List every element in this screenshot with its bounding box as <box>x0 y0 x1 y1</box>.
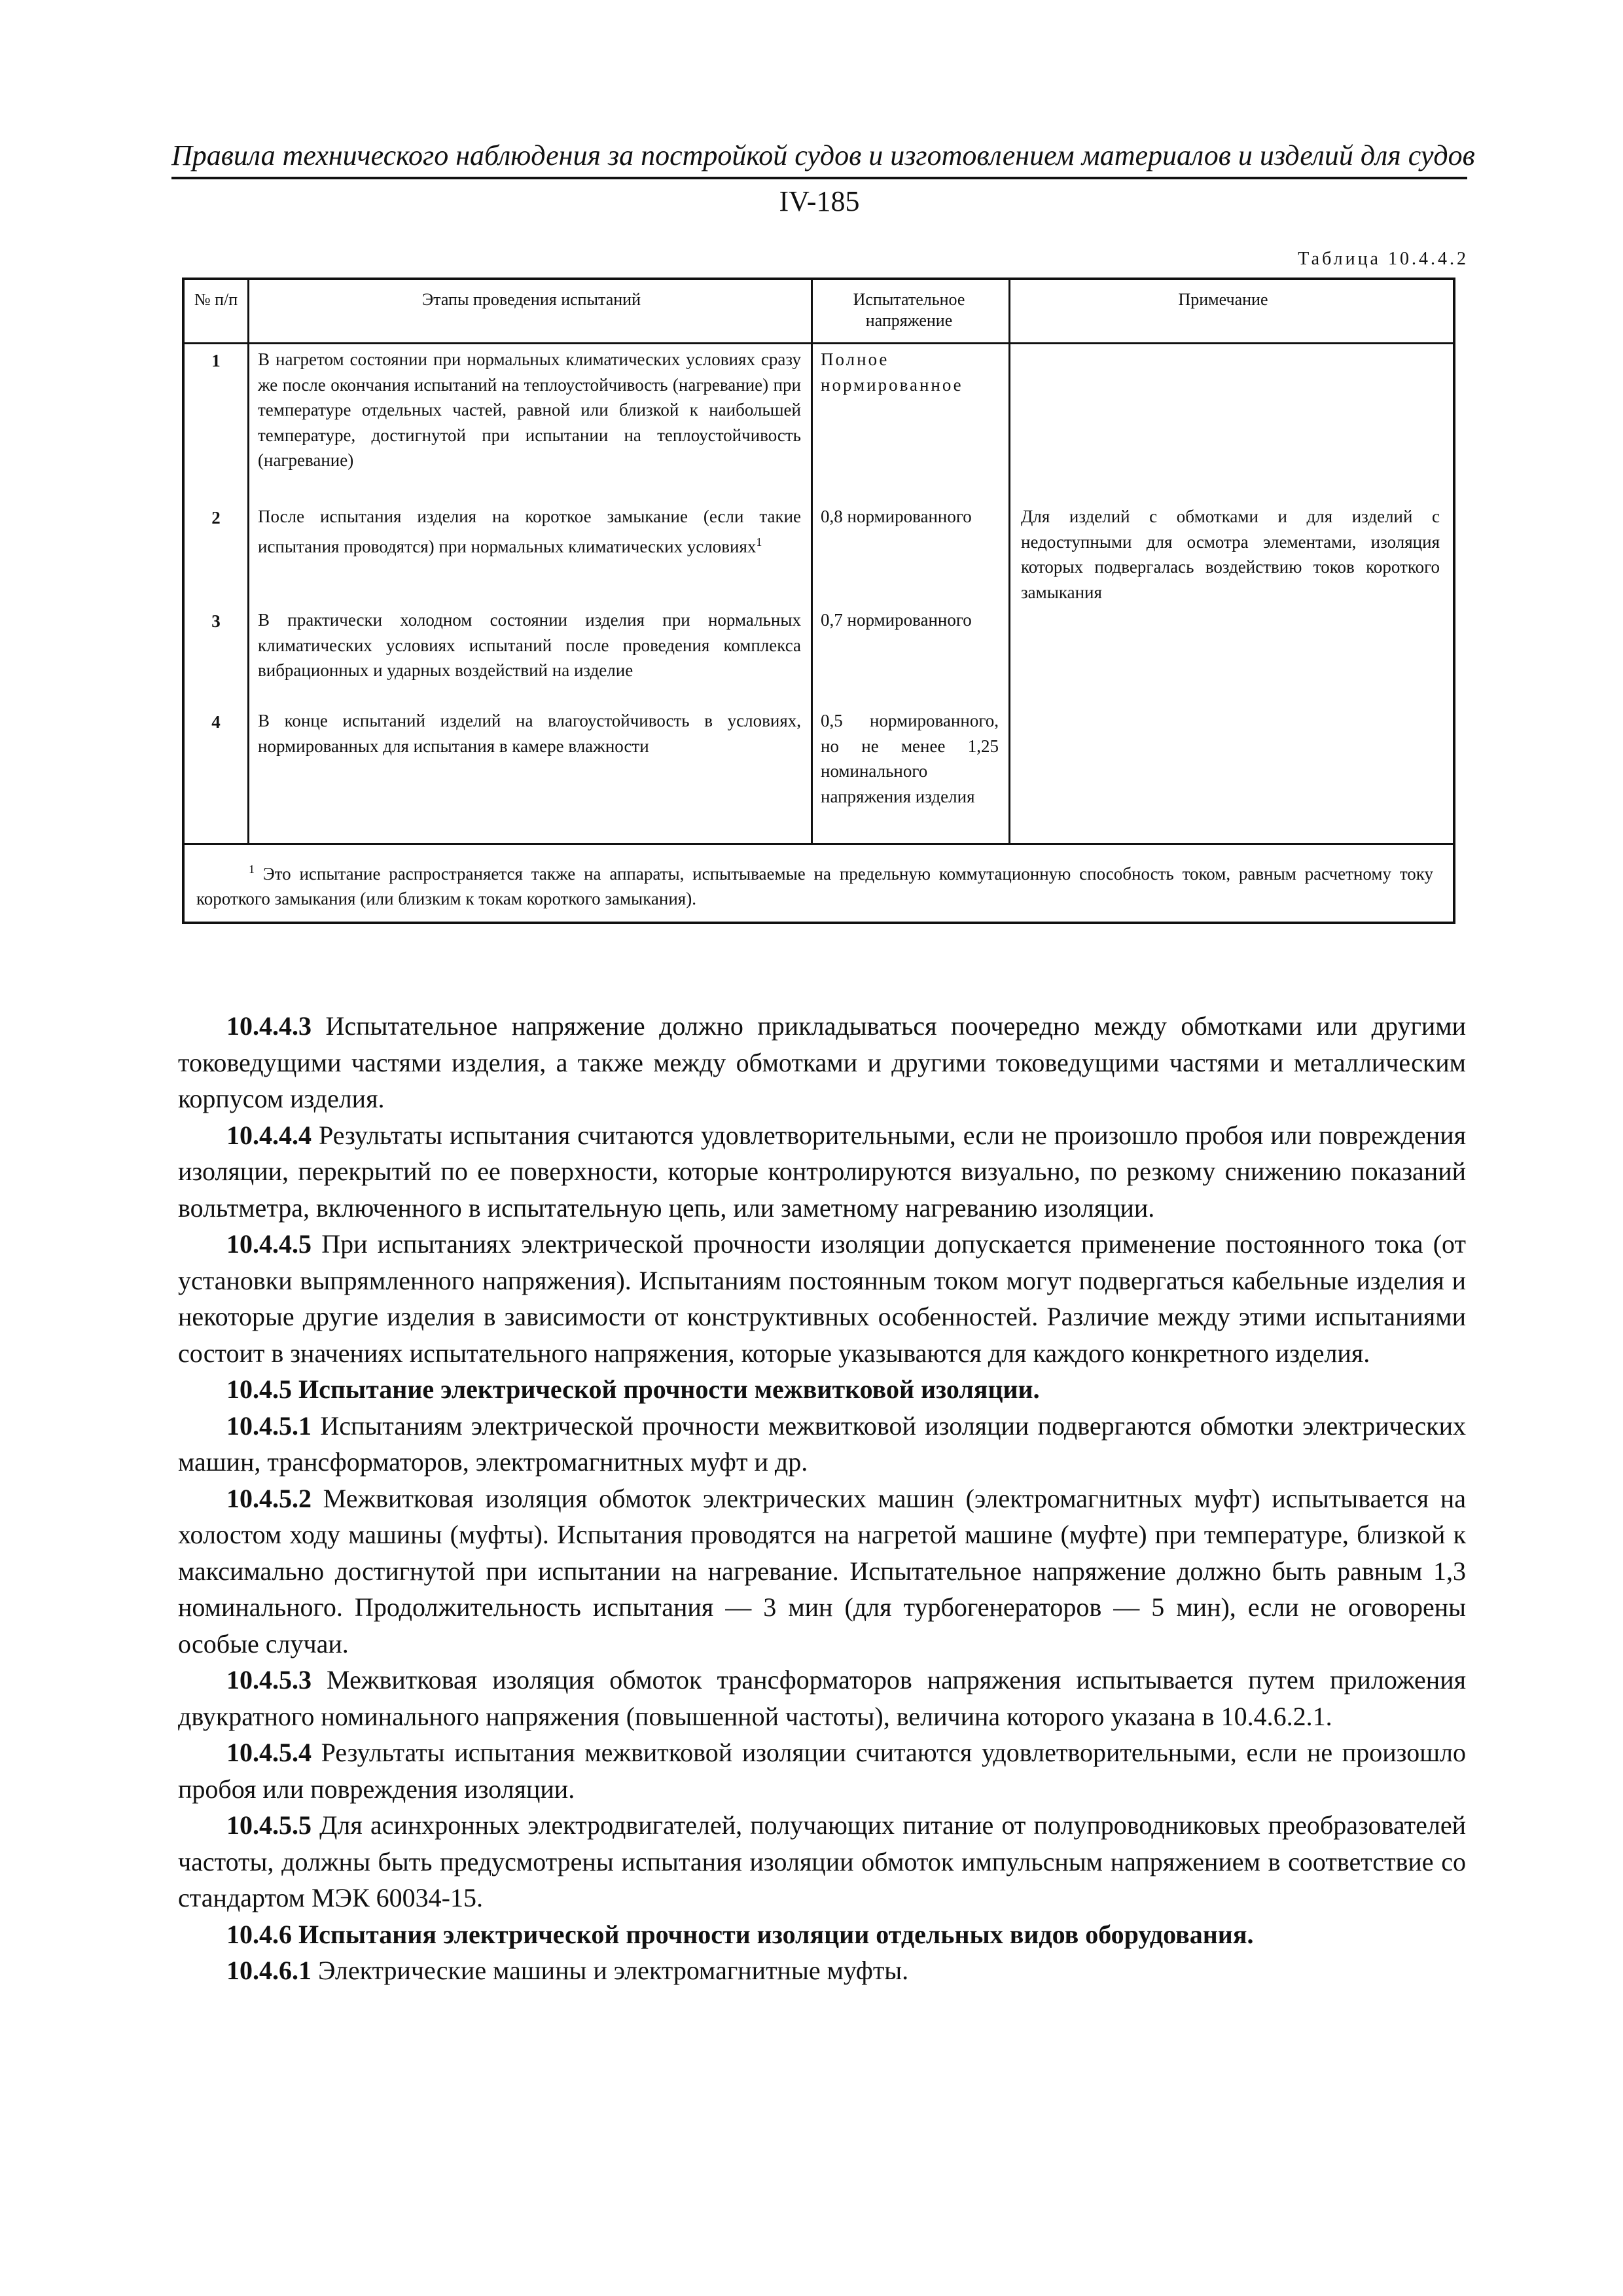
row-number: 1 <box>211 351 221 370</box>
test-stages-table <box>182 278 1455 924</box>
clause-text: Результаты испытания межвитковой изоляции считаются удовлетворительными, если не произошло пробоя или повреждения изоляции. <box>178 1738 1466 1804</box>
clause-text: Межвитковая изоляция обмоток трансформаторов напряжения испытывается путем приложения двукратного номинального напряжения (повышенной частоты), величина которого указана в 10.4.6.2.1. <box>178 1665 1466 1731</box>
clause-text: Межвитковая изоляция обмоток электрических машин (электромагнитных муфт) испытывается на холостом ходу машины (муфты). Испытания проводятся на нагретой машине (муфте) при температуре, близкой к максимально достигнутой при испытании на нагревание. Испытательное напряжение должно быть равным 1,3 номинального. Продолжительность испытания — 3 мин (для турбогенераторов — 5 мин), если не оговорены особые случаи. <box>178 1483 1466 1659</box>
row-number: 4 <box>211 712 221 732</box>
clause-number: 10.4.5.1 <box>226 1410 312 1441</box>
row-number: 2 <box>211 508 221 528</box>
clause-number: 10.4.5.5 <box>226 1810 312 1840</box>
column-header-voltage: Испытательное напряжение <box>853 290 965 330</box>
paragraph <box>178 1008 1466 1117</box>
clause-number: 10.4.4.5 <box>226 1229 312 1259</box>
row-stage-main-text: После испытания изделия на короткое замыкание (если такие испытания проводятся) при нормальных климатических условиях <box>258 507 801 556</box>
paragraph <box>178 1662 1466 1734</box>
clause-number: 10.4.5.4 <box>226 1738 312 1767</box>
row-voltage-text: 0,5 нормированного, но не менее 1,25 номинального напряжения изделия <box>821 711 999 806</box>
column-divider <box>247 280 249 843</box>
row-voltage-text: 0,8 нормированного <box>821 507 972 526</box>
paragraph <box>178 1117 1466 1227</box>
running-header-title: Правила технического наблюдения за постройкой судов и изготовлением материалов и изделий для судов <box>171 139 1475 171</box>
footnote-body: Это испытание распространяется также на аппараты, испытываемые на предельную коммутационную способность током, равным расчетному току короткого замыкания (или близким к токам короткого замыкания). <box>196 864 1433 908</box>
table-header-row <box>185 280 1453 344</box>
clause-text: Результаты испытания считаются удовлетворительными, если не произошло пробоя или повреждения изоляции, перекрытий по ее поверхности, которые контролируются визуально, по резкому снижению показаний вольтметра, включенного в испытательную цепь, или заметному нагреванию изоляции. <box>178 1120 1466 1223</box>
section-heading-text: 10.4.5 Испытание электрической прочности межвитковой изоляции. <box>226 1374 1040 1404</box>
row-number: 3 <box>211 611 221 631</box>
paragraph <box>178 1734 1466 1807</box>
clause-number: 10.4.5.3 <box>226 1665 312 1695</box>
section-heading <box>178 1916 1466 1953</box>
column-divider <box>811 280 813 843</box>
footnote-marker: 1 <box>249 863 255 876</box>
clause-number: 10.4.4.4 <box>226 1120 312 1150</box>
row-stage-text <box>258 504 801 559</box>
row-note-text: Для изделий с обмотками и для изделий с недоступными для осмотра элементами, изоляция которых подвергалась воздействию токов короткого замыкания <box>1021 507 1440 602</box>
column-header-note: Примечание <box>1178 290 1268 309</box>
row-stage-text: В практически холодном состоянии изделия при нормальных климатических условиях испытаний после проведения комплекса вибрационных и ударных воздействий на изделие <box>258 610 801 680</box>
header-rule <box>171 177 1467 179</box>
paragraph <box>178 1480 1466 1662</box>
section-heading-text: 10.4.6 Испытания электрической прочности изоляции отдельных видов оборудования. <box>226 1919 1254 1949</box>
row-voltage-text: 0,7 нормированного <box>821 610 972 630</box>
paragraph <box>178 1408 1466 1480</box>
clause-text: Испытательное напряжение должно прикладываться поочередно между обмотками или другими токоведущими частями изделия, а также между обмотками и другими токоведущими частями и металлическим корпусом изделия. <box>178 1011 1466 1113</box>
page-number: IV-185 <box>779 185 860 217</box>
row-stage-text: В нагретом состоянии при нормальных климатических условиях сразу же после окончания испытаний на теплоустойчивость (нагревание) при температуре отдельных частей, равной или близкой к наибольшей температуре, достигнутой при испытании на теплоустойчивость (нагревание) <box>258 350 801 470</box>
body-text <box>178 1008 1466 1989</box>
clause-text: Испытаниям электрической прочности межвитковой изоляции подвергаются обмотки электрических машин, трансформаторов, электромагнитных муфт и др. <box>178 1410 1466 1477</box>
paragraph <box>178 1807 1466 1916</box>
column-divider <box>1008 280 1010 843</box>
paragraph <box>178 1952 1466 1989</box>
clause-text: При испытаниях электрической прочности изоляции допускается применение постоянного тока (от установки выпрямленного напряжения). Испытаниям постоянным током могут подвергаться кабельные изделия и некоторые другие изделия в зависимости от конструктивных особенностей. Различие между этими испытаниями состоит в значениях испытательного напряжения, которые указываются для каждого конкретного изделия. <box>178 1229 1466 1368</box>
clause-number: 10.4.6.1 <box>226 1956 312 1985</box>
section-heading <box>178 1371 1466 1408</box>
row-voltage-text: Полное нормированное <box>821 350 963 395</box>
footnote-text <box>196 857 1433 911</box>
clause-number: 10.4.4.3 <box>226 1011 312 1041</box>
table-footnote <box>185 843 1453 922</box>
paragraph <box>178 1226 1466 1371</box>
footnote-marker: 1 <box>756 535 762 548</box>
column-header-stages: Этапы проведения испытаний <box>421 290 641 309</box>
clause-text: Для асинхронных электродвигателей, получающих питание от полупроводниковых преобразователей частоты, должны быть предусмотрены испытания изоляции обмоток импульсным напряжением в соответствие со стандартом МЭК 60034-15. <box>178 1810 1466 1912</box>
clause-number: 10.4.5.2 <box>226 1483 312 1513</box>
column-header-number: № п/п <box>194 290 238 309</box>
clause-text: Электрические машины и электромагнитные муфты. <box>312 1956 909 1985</box>
table-caption: Таблица 10.4.4.2 <box>1298 249 1469 269</box>
row-stage-text: В конце испытаний изделий на влагоустойчивость в условиях, нормированных для испытания в камере влажности <box>258 711 801 756</box>
